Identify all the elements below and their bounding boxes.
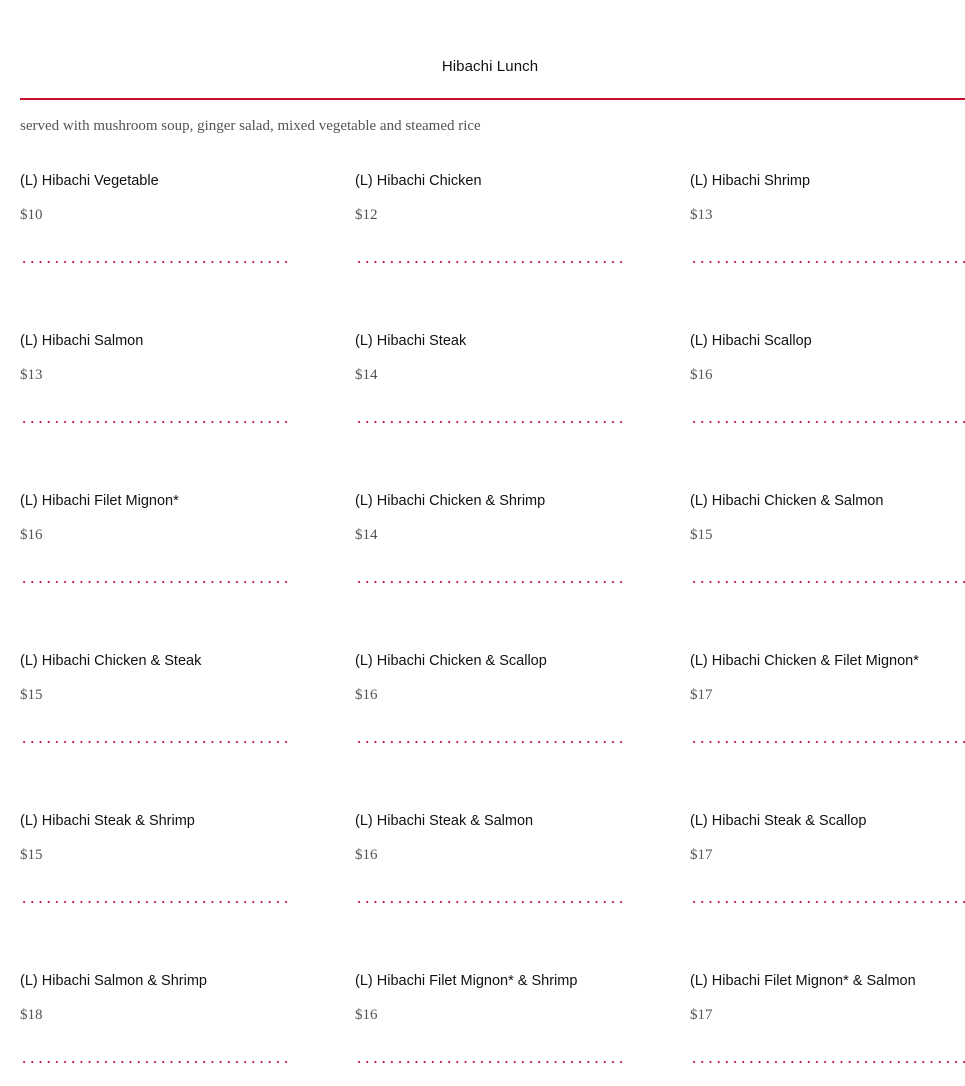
menu-item	[20, 973, 310, 1085]
menu-item	[20, 333, 310, 483]
item-name: (L) Hibachi Chicken & Scallop	[355, 653, 547, 669]
dotted-separator	[690, 741, 965, 743]
dotted-separator	[355, 261, 625, 263]
menu-item	[690, 493, 965, 643]
menu-item	[355, 333, 645, 483]
item-name: (L) Hibachi Salmon	[20, 333, 144, 349]
dotted-separator	[355, 1061, 625, 1063]
menu-item	[690, 813, 965, 963]
item-name: (L) Hibachi Vegetable	[20, 173, 159, 189]
menu-item	[355, 653, 645, 803]
dotted-separator	[20, 261, 290, 263]
item-price: $18	[20, 1007, 43, 1023]
item-name: (L) Hibachi Filet Mignon* & Salmon	[690, 973, 916, 989]
menu-item	[355, 173, 645, 323]
item-price: $16	[355, 847, 378, 863]
dotted-separator	[20, 581, 290, 583]
dotted-separator	[355, 421, 625, 423]
dotted-separator	[690, 901, 965, 903]
menu-item	[355, 973, 645, 1085]
item-price: $17	[690, 847, 713, 863]
item-price: $14	[355, 527, 378, 543]
item-price: $16	[355, 1007, 378, 1023]
section-description: served with mushroom soup, ginger salad, mixed vegetable and steamed rice	[20, 118, 481, 134]
item-price: $10	[20, 207, 43, 223]
dotted-separator	[20, 901, 290, 903]
item-name: (L) Hibachi Scallop	[690, 333, 812, 349]
item-name: (L) Hibachi Chicken & Shrimp	[355, 493, 546, 509]
dotted-separator	[690, 421, 965, 423]
menu-item	[690, 653, 965, 803]
dotted-separator	[355, 581, 625, 583]
menu-item	[690, 333, 965, 483]
item-price: $16	[355, 687, 378, 703]
item-price: $13	[690, 207, 713, 223]
section-title: Hibachi Lunch	[441, 58, 539, 75]
item-name: (L) Hibachi Chicken & Steak	[20, 653, 202, 669]
menu-item	[20, 813, 310, 963]
item-name: (L) Hibachi Chicken & Salmon	[690, 493, 884, 509]
item-name: (L) Hibachi Steak & Salmon	[355, 813, 534, 829]
dotted-separator	[355, 741, 625, 743]
dotted-separator	[20, 1061, 290, 1063]
item-price: $16	[690, 367, 713, 383]
menu-item	[355, 493, 645, 643]
menu-item	[690, 173, 965, 323]
dotted-separator	[355, 901, 625, 903]
item-name: (L) Hibachi Steak & Scallop	[690, 813, 867, 829]
item-name: (L) Hibachi Chicken & Filet Mignon*	[690, 653, 919, 669]
item-price: $16	[20, 527, 43, 543]
item-name: (L) Hibachi Shrimp	[690, 173, 811, 189]
menu-item	[20, 493, 310, 643]
item-price: $17	[690, 687, 713, 703]
dotted-separator	[20, 741, 290, 743]
item-price: $15	[20, 847, 43, 863]
item-price: $13	[20, 367, 43, 383]
item-name: (L) Hibachi Chicken	[355, 173, 482, 189]
menu-item	[20, 653, 310, 803]
item-price: $12	[355, 207, 378, 223]
dotted-separator	[690, 261, 965, 263]
item-name: (L) Hibachi Steak & Shrimp	[20, 813, 195, 829]
item-price: $15	[20, 687, 43, 703]
menu-item	[355, 813, 645, 963]
item-price: $14	[355, 367, 378, 383]
item-price: $17	[690, 1007, 713, 1023]
dotted-separator	[690, 1061, 965, 1063]
item-name: (L) Hibachi Filet Mignon* & Shrimp	[355, 973, 578, 989]
item-name: (L) Hibachi Steak	[355, 333, 467, 349]
item-price: $15	[690, 527, 713, 543]
menu-item	[20, 173, 310, 323]
dotted-separator	[690, 581, 965, 583]
item-name: (L) Hibachi Filet Mignon*	[20, 493, 179, 509]
item-name: (L) Hibachi Salmon & Shrimp	[20, 973, 207, 989]
menu-item	[690, 973, 965, 1085]
dotted-separator	[20, 421, 290, 423]
